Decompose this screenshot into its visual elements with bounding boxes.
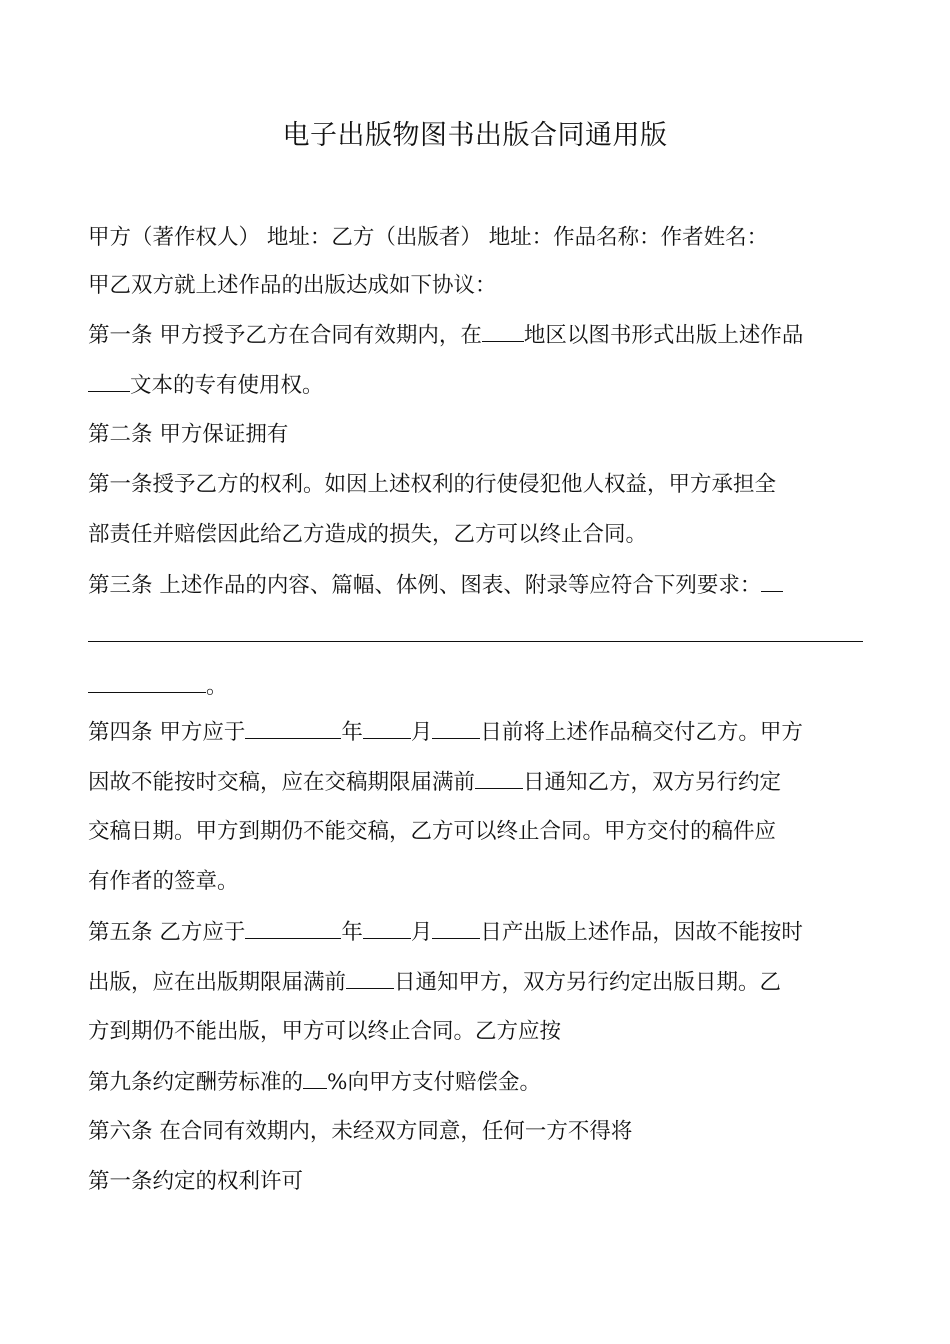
agreement-intro-text: 甲乙双方就上述作品的出版达成如下协议： xyxy=(88,273,497,298)
article-5-text-g: %向甲方支付赔偿金。 xyxy=(327,1070,541,1095)
article-5-line-3 xyxy=(88,1016,868,1048)
article-4-year-label: 年 xyxy=(341,720,363,745)
article-5-year-label: 年 xyxy=(341,920,363,945)
article-4-text-f: 有作者的签章。 xyxy=(88,869,239,894)
article-5-line-4 xyxy=(88,1066,868,1099)
article-4-text-d: 日通知乙方，双方另行约定 xyxy=(523,770,782,795)
article-5-text-e: 方到期仍不能出版，甲方可以终止合同。乙方应按 xyxy=(88,1019,562,1044)
article-4-line-4 xyxy=(88,866,868,898)
submit-notice-days-blank xyxy=(475,766,523,789)
article-3-line-3 xyxy=(88,670,868,703)
article-2-line-1 xyxy=(88,419,868,451)
publish-year-blank xyxy=(245,916,341,939)
article-5-text-c: 出版，应在出版期限届满前 xyxy=(88,970,347,995)
article-6-line-2 xyxy=(88,1166,868,1198)
party-info-text: 甲方（著作权人） 地址：乙方（出版者） 地址：作品名称：作者姓名： xyxy=(88,225,769,250)
article-5-line-1 xyxy=(88,916,868,949)
compensation-percent-blank xyxy=(303,1066,327,1089)
requirements-blank-end xyxy=(88,670,206,693)
region-blank xyxy=(482,319,524,342)
language-blank xyxy=(88,369,130,392)
document-title: 电子出版物图书出版合同通用版 xyxy=(282,120,668,151)
article-3-line-1 xyxy=(88,569,868,602)
article-1-text-a: 第一条 甲方授予乙方在合同有效期内，在 xyxy=(88,323,482,348)
article-1-text-c: 文本的专有使用权。 xyxy=(130,373,324,398)
publish-day-blank xyxy=(432,916,480,939)
article-2-text-a: 第二条 甲方保证拥有 xyxy=(88,422,289,447)
party-info-line xyxy=(88,222,868,254)
requirements-blank-start xyxy=(761,569,783,592)
article-1-text-b: 地区以图书形式出版上述作品 xyxy=(523,323,804,348)
article-1-line-2 xyxy=(88,369,868,402)
article-3-line-2 xyxy=(88,619,868,652)
requirements-blank-full xyxy=(88,619,863,642)
agreement-intro-line xyxy=(88,270,868,302)
article-2-text-b: 第一条授予乙方的权利。如因上述权利的行使侵犯他人权益，甲方承担全 xyxy=(88,472,777,497)
article-6-text-b: 第一条约定的权利许可 xyxy=(88,1169,304,1194)
article-3-text-a: 第三条 上述作品的内容、篇幅、体例、图表、附录等应符合下列要求： xyxy=(88,573,762,598)
article-4-text-b: 日前将上述作品稿交付乙方。甲方 xyxy=(480,720,803,745)
article-4-line-3 xyxy=(88,816,868,848)
submit-day-blank xyxy=(432,716,480,739)
article-4-text-e: 交稿日期。甲方到期仍不能交稿，乙方可以终止合同。甲方交付的稿件应 xyxy=(88,819,777,844)
article-4-line-2 xyxy=(88,766,868,799)
article-2-line-2 xyxy=(88,469,868,501)
article-5-text-a: 第五条 乙方应于 xyxy=(88,920,246,945)
submit-month-blank xyxy=(363,716,411,739)
article-5-month-label: 月 xyxy=(410,920,433,945)
article-5-text-b: 日产出版上述作品，因故不能按时 xyxy=(480,920,803,945)
article-2-line-3 xyxy=(88,519,868,551)
article-4-text-c: 因故不能按时交稿，应在交稿期限届满前 xyxy=(88,770,476,795)
article-1-line-1 xyxy=(88,319,868,352)
article-5-text-f: 第九条约定酬劳标准的 xyxy=(88,1070,304,1095)
publish-notice-days-blank xyxy=(346,966,394,989)
article-4-month-label: 月 xyxy=(410,720,433,745)
article-4-text-a: 第四条 甲方应于 xyxy=(88,720,246,745)
article-3-text-end: 。 xyxy=(206,674,228,699)
article-5-line-2 xyxy=(88,966,868,999)
article-5-text-d: 日通知甲方，双方另行约定出版日期。乙 xyxy=(394,970,782,995)
submit-year-blank xyxy=(245,716,341,739)
publish-month-blank xyxy=(363,916,411,939)
article-6-line-1 xyxy=(88,1116,868,1148)
article-4-line-1 xyxy=(88,716,868,749)
article-6-text-a: 第六条 在合同有效期内，未经双方同意，任何一方不得将 xyxy=(88,1119,633,1144)
article-2-text-c: 部责任并赔偿因此给乙方造成的损失，乙方可以终止合同。 xyxy=(88,522,648,547)
